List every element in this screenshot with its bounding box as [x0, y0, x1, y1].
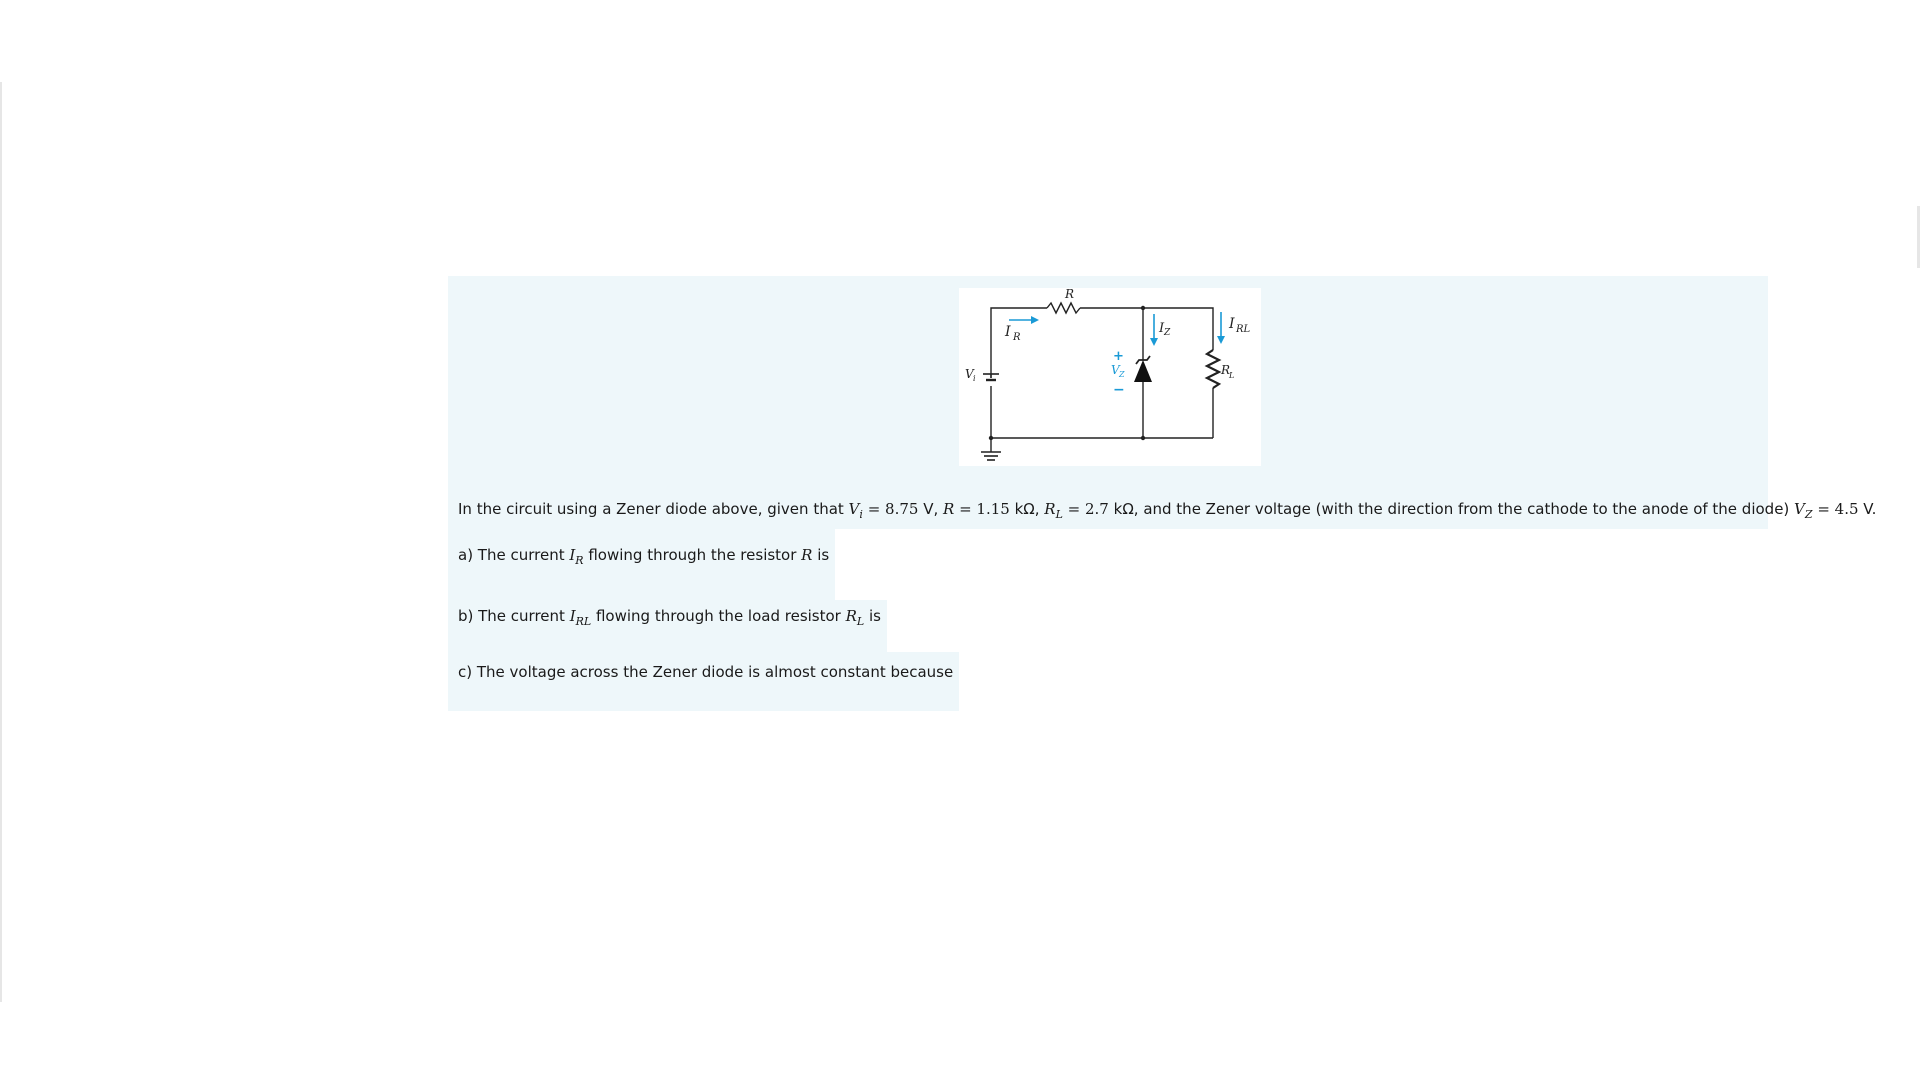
- left-border: [0, 82, 2, 1002]
- question-stem-text: [458, 500, 1876, 521]
- label-iz: I: [1159, 321, 1165, 336]
- irl-arrow-icon: [1217, 336, 1225, 344]
- part-c-text: c) The voltage across the Zener diode is almost constant because: [458, 663, 954, 681]
- vz-symbol: V: [1794, 500, 1805, 518]
- label-vz-sub: Z: [1119, 370, 1125, 379]
- label-ir-sub: R: [1013, 332, 1021, 343]
- wire-top-right: [1080, 308, 1213, 350]
- r-symbol: R: [943, 500, 955, 518]
- label-rl-sub: L: [1229, 371, 1235, 380]
- vi-unit: V,: [918, 500, 944, 518]
- label-vi: V: [965, 367, 974, 381]
- junction-dot-bottom-left: [989, 436, 993, 440]
- part-a-sub: R: [575, 554, 584, 567]
- label-vz: V: [1111, 363, 1120, 377]
- question-block: [448, 276, 1877, 711]
- vi-sub: i: [859, 508, 863, 521]
- part-b-symbol: I: [569, 607, 576, 625]
- ir-arrow-icon: [1031, 316, 1039, 324]
- part-b-suffix: is: [864, 607, 881, 625]
- rl-sub: L: [1055, 508, 1063, 521]
- resistor-rl-symbol: [1207, 350, 1219, 388]
- label-minus: −: [1113, 382, 1125, 398]
- vi-symbol: V: [848, 500, 860, 518]
- part-a-suffix: is: [812, 546, 830, 564]
- question-part-a: [448, 529, 835, 600]
- part-a-middle: flowing through the resistor: [583, 546, 802, 564]
- part-a-symbol2: R: [801, 546, 813, 564]
- junction-dot-top: [1141, 306, 1145, 310]
- question-part-c: [448, 652, 959, 711]
- label-irl-sub: RL: [1236, 324, 1251, 335]
- part-b-sub: RL: [575, 615, 592, 628]
- part-a-symbol: I: [569, 546, 576, 564]
- wire-top-left: [991, 308, 1047, 378]
- r-value: = 1.15: [954, 500, 1010, 518]
- question-part-b: [448, 600, 887, 652]
- vz-sub: Z: [1804, 508, 1813, 521]
- label-rl: R: [1221, 363, 1231, 377]
- rl-value: = 2.7: [1062, 500, 1109, 518]
- vz-value: = 4.5: [1812, 500, 1859, 518]
- vz-unit: V.: [1858, 500, 1877, 518]
- label-r: R: [1065, 288, 1075, 301]
- vi-value: = 8.75: [862, 500, 919, 518]
- label-vi-sub: i: [973, 374, 976, 383]
- iz-arrow-icon: [1150, 338, 1158, 346]
- part-b-sub2: L: [856, 615, 865, 628]
- label-plus: +: [1113, 349, 1124, 364]
- junction-dot-bottom-mid: [1141, 436, 1145, 440]
- part-b-middle: flowing through the load resistor: [591, 607, 846, 625]
- r-unit: kΩ,: [1009, 500, 1045, 518]
- rl-symbol: R: [1044, 500, 1056, 518]
- label-irl: I: [1229, 316, 1235, 332]
- resistor-r-symbol: [1047, 303, 1080, 313]
- rl-unit: kΩ, and the Zener voltage (with the direction from the cathode to the anode of the diode): [1108, 500, 1795, 518]
- part-b-prefix: b) The current: [458, 607, 570, 625]
- label-iz-sub: Z: [1164, 328, 1171, 338]
- part-a-prefix: a) The current: [458, 546, 570, 564]
- label-ir: I: [1005, 324, 1011, 340]
- question-stem: [448, 276, 1877, 529]
- stem-prefix: In the circuit using a Zener diode above, given that: [458, 500, 849, 518]
- part-b-symbol2: R: [845, 607, 857, 625]
- zener-circuit-figure: [959, 288, 1261, 466]
